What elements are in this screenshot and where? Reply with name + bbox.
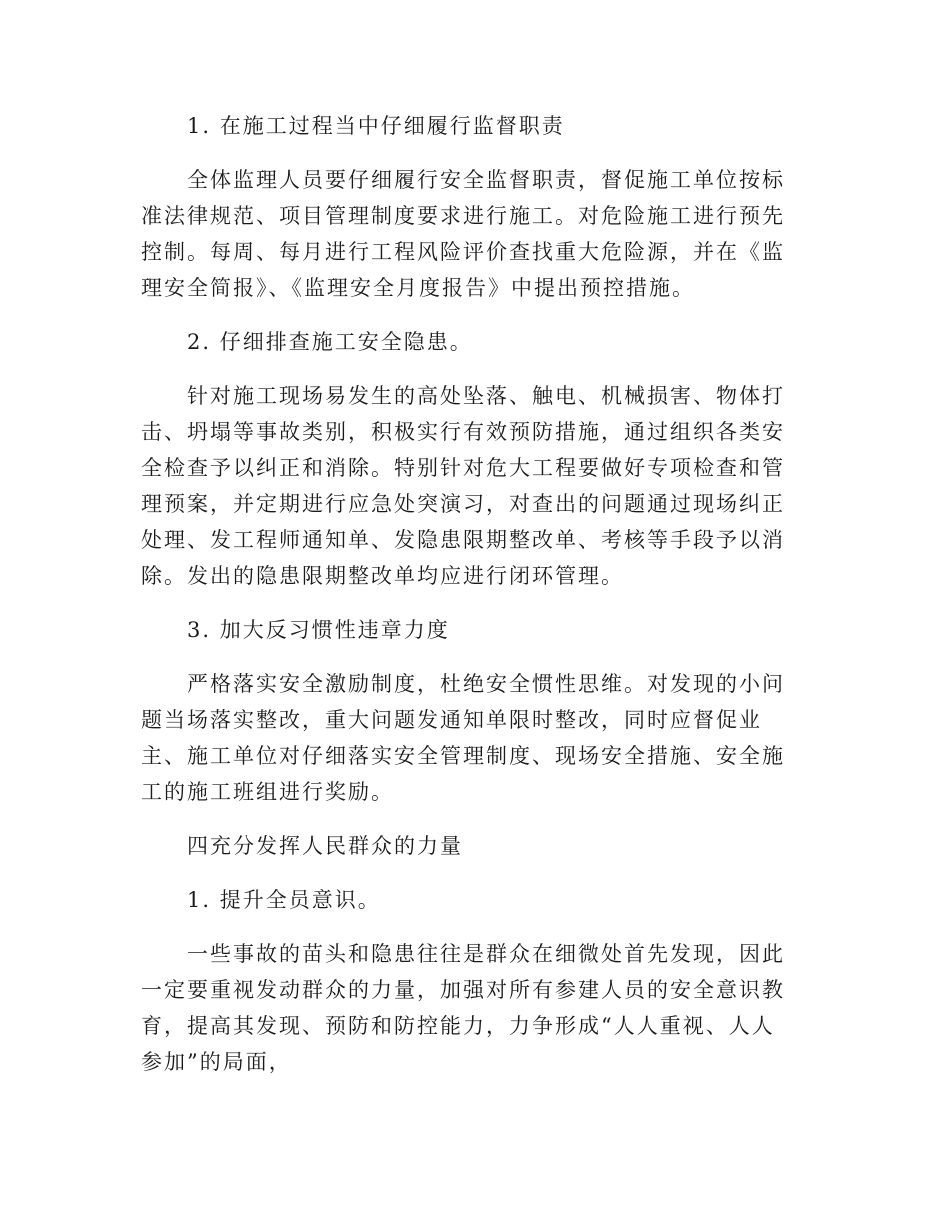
- section-heading-hazard-inspection: 2. 仔细排查施工安全隐患。: [187, 330, 473, 354]
- paragraph-habitual-violation: 严格落实安全激励制度，杜绝安全惯性思维。对发现的小问题当场落实整改，重大问题发通知单限时整改，同时应督促业主、施工单位对仔细落实安全管理制度、现场安全措施、安全施工的施工班组进行奖励。: [141, 672, 785, 804]
- document-body: [141, 108, 793, 1098]
- chapter-heading-public-power: 四充分发挥人民群众的力量: [187, 834, 463, 858]
- paragraph-hazard-inspection: 针对施工现场易发生的高处坠落、触电、机械损害、物体打击、坍塌等事故类别，积极实行有效预防措施，通过组织各类安全检查予以纠正和消除。特别针对危大工程要做好专项检查和管理预案，并定期进行应急处突演习，对查出的问题通过现场纠正处理、发工程师通知单、发隐患限期整改单、考核等手段予以消除。发出的隐患限期整改单均应进行闭环管理。: [141, 384, 785, 588]
- paragraph-supervision-duty: 全体监理人员要仔细履行安全监督职责，督促施工单位按标准法律规范、项目管理制度要求进行施工。对危险施工进行预先控制。每周、每月进行工程风险评价查找重大危险源，并在《监理安全简报》、《监理安全月度报告》中提出预控措施。: [141, 168, 785, 300]
- section-heading-supervision-duty: 1. 在施工过程当中仔细履行监督职责: [187, 114, 565, 138]
- section-heading-habitual-violation: 3. 加大反习惯性违章力度: [187, 618, 450, 642]
- paragraph-awareness: 一些事故的苗头和隐患往往是群众在细微处首先发现，因此一定要重视发动群众的力量，加强对所有参建人员的安全意识教育，提高其发现、预防和防控能力，力争形成“人人重视、人人参加”的局面，: [141, 942, 785, 1074]
- section-heading-awareness: 1. 提升全员意识。: [187, 888, 381, 912]
